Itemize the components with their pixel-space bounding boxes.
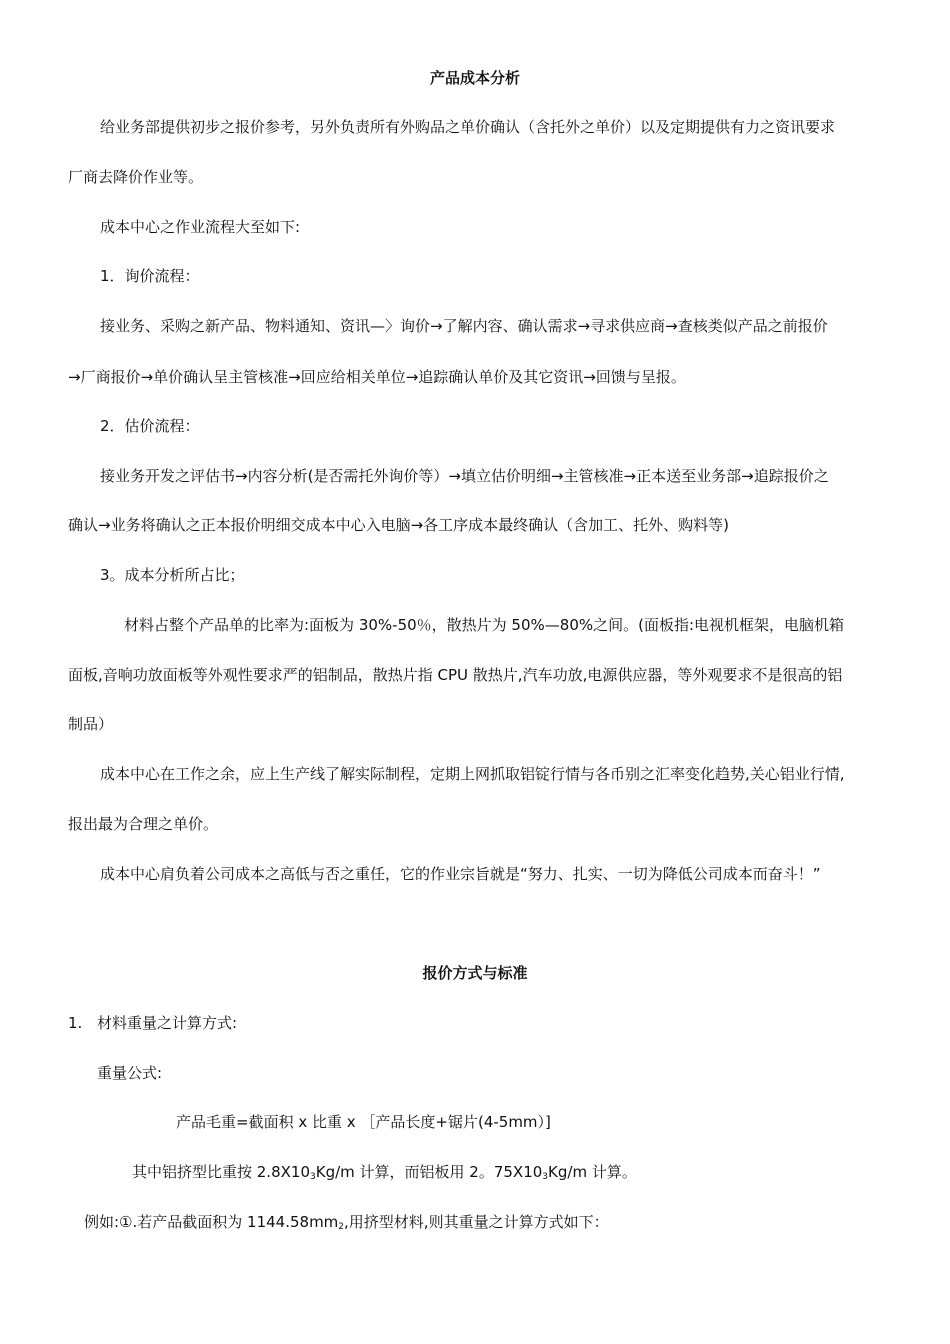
formula-label: 重量公式: <box>97 1064 163 1082</box>
work-paragraph-line: 成本中心在工作之余，应上生产线了解实际制程，定期上网抓取铝锭行情与各币别之汇率变化趋势,关心铝业行情, <box>100 765 845 783</box>
example-text: ,用挤型材料,则其重量之计算方式如下： <box>344 1213 609 1231</box>
cost-ratio-line: 材料占整个产品单的比率为:面板为 30%-50％，散热片为 50%—80%之间。(面板指:电视机框架，电脑机箱 <box>124 616 845 634</box>
density-text: Kg/m 计算，而铝板用 2。75X10 <box>315 1163 543 1181</box>
density-exponent: 3 <box>310 1172 316 1182</box>
cost-ratio-line: 面板,音响功放面板等外观性要求严的铝制品，散热片指 CPU 散热片,汽车功放,电源供应器，等外观要求不是很高的铝 <box>68 666 843 684</box>
density-exponent: 3 <box>542 1172 549 1182</box>
area-unit-exponent: 2 <box>338 1222 345 1232</box>
inquiry-flow-line: 接业务、采购之新产品、物料通知、资讯—〉询价→了解内容、确认需求→寻求供应商→查核类似产品之前报价 <box>100 317 828 335</box>
section-title-cost-analysis: 产品成本分析 <box>429 69 520 87</box>
example-line <box>84 1212 609 1237</box>
weight-formula: 产品毛重=截面积 x 比重 x ［产品长度+锯片(4-5mm）] <box>176 1113 551 1131</box>
section-title-quotation: 报价方式与标准 <box>422 964 528 982</box>
density-text: Kg/m 计算。 <box>548 1163 637 1181</box>
flow-heading: 成本中心之作业流程大至如下: <box>100 218 301 236</box>
example-text: 例如:①.若产品截面积为 1144.58mm <box>84 1213 339 1231</box>
inquiry-flow-label: 1．询价流程： <box>100 267 200 285</box>
intro-paragraph-line: 厂商去降价作业等。 <box>68 168 204 186</box>
inquiry-flow-line: →厂商报价→单价确认呈主管核准→回应给相关单位→追踪确认单价及其它资讯→回馈与呈报。 <box>68 368 686 386</box>
estimate-flow-label: 2．估价流程： <box>100 417 200 435</box>
density-text: 其中铝挤型比重按 2.8X10 <box>132 1163 310 1181</box>
estimate-flow-line: 确认→业务将确认之正本报价明细交成本中心入电脑→各工序成本最终确认（含加工、托外、购料等) <box>68 516 729 534</box>
estimate-flow-line: 接业务开发之评估书→内容分析(是否需托外询价等）→填立估价明细→主管核准→正本送至业务部→追踪报价之 <box>100 467 829 485</box>
cost-ratio-label: 3。成本分析所占比； <box>100 566 245 584</box>
cost-ratio-line: 制品） <box>68 715 114 733</box>
intro-paragraph-line: 给业务部提供初步之报价参考，另外负责所有外购品之单价确认（含托外之单价）以及定期提供有力之资讯要求 <box>100 118 836 136</box>
list-number: 1. <box>68 1014 83 1032</box>
work-paragraph-line: 报出最为合理之单价。 <box>68 815 219 833</box>
density-note <box>132 1162 637 1187</box>
motto-line: 成本中心肩负着公司成本之高低与否之重任，它的作业宗旨就是“努力、扎实、一切为降低公司成本而奋斗！” <box>100 865 821 883</box>
weight-calc-heading: 材料重量之计算方式: <box>97 1014 238 1032</box>
